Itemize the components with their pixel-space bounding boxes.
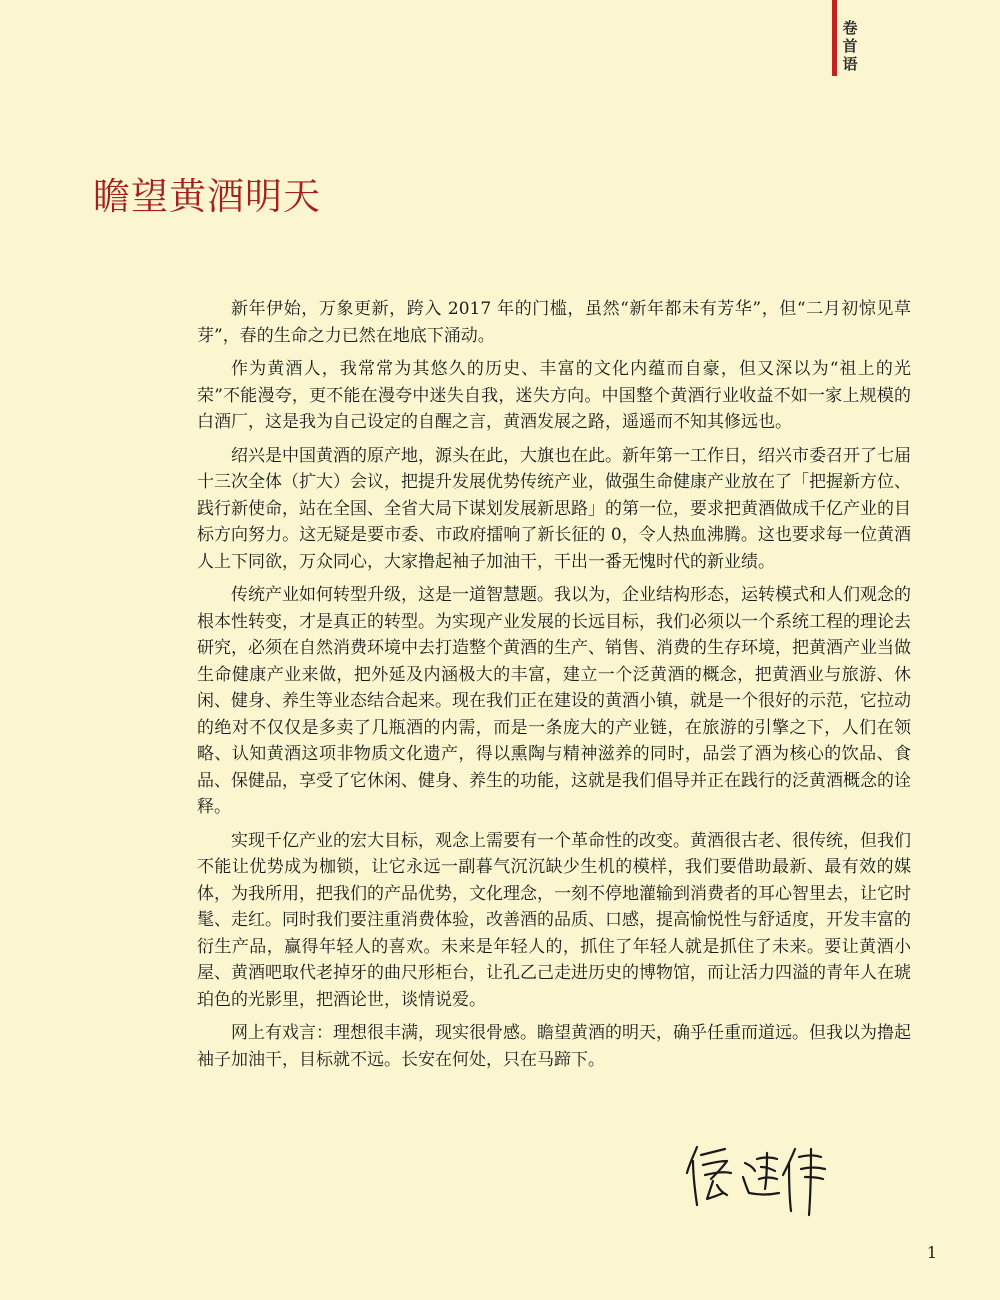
paragraph: 实现千亿产业的宏大目标，观念上需要有一个革命性的改变。黄酒很古老、很传统，但我们不能让优势成为枷锁，让它永远一副暮气沉沉缺少生机的模样，我们要借助最新、最有效的媒体，为我所用，把我们的产品优势，文化理念，一刻不停地灌输到消费者的耳心智里去，让它时髦、走红。同时我们要注重消费体验，改善酒的品质、口感，提高愉悦性与舒适度，开发丰富的衍生产品，赢得年轻人的喜欢。未来是年轻人的，抓住了年轻人就是抓住了未来。要让黄酒小屋、黄酒吧取代老掉牙的曲尺形柜台，让孔乙己走进历史的博物馆，而让活力四溢的青年人在琥珀色的光影里，把酒论世，谈情说爱。 <box>197 830 911 1010</box>
section-tab-char: 卷 <box>842 19 858 37</box>
section-tab-char: 语 <box>842 55 858 73</box>
paragraph: 传统产业如何转型升级，这是一道智慧题。我以为，企业结构形态，运转模式和人们观念的根本性转变，才是真正的转型。为实现产业发展的长远目标，我们必须以一个系统工程的理论去研究，必须在自然消费环境中去打造整个黄酒的生产、销售、消费的生存环境，把黄酒产业当做生命健康产业来做，把外延及内涵极大的丰富，建立一个泛黄酒的概念，把黄酒业与旅游、休闲、健身、养生等业态结合起来。现在我们正在建设的黄酒小镇，就是一个很好的示范，它拉动的绝对不仅仅是多卖了几瓶酒的内需，而是一条庞大的产业链，在旅游的引擎之下，人们在领略、认知黄酒这项非物质文化遗产，得以熏陶与精神滋养的同时，品尝了酒为核心的饮品、食品、保健品，享受了它休闲、健身、养生的功能，这就是我们倡导并正在践行的泛黄酒概念的诠释。 <box>197 585 911 817</box>
paragraph: 网上有戏言：理想很丰满，现实很骨感。瞻望黄酒的明天，确乎任重而道远。但我以为撸起袖子加油干，目标就不远。长安在何处，只在马蹄下。 <box>197 1023 911 1070</box>
article-body <box>197 296 911 1080</box>
page-number: 1 <box>926 1243 938 1262</box>
signature-drawing <box>683 1135 833 1217</box>
paragraph: 作为黄酒人，我常常为其悠久的历史、丰富的文化内蕴而自豪，但又深以为“祖上的光荣”不能漫夸，更不能在漫夸中迷失自我，迷失方向。中国整个黄酒行业收益不如一家上规模的白酒厂，这是我为自己设定的自醒之言，黄酒发展之路，遥遥而不知其修远也。 <box>197 359 911 432</box>
paragraph: 绍兴是中国黄酒的原产地，源头在此，大旗也在此。新年第一工作日，绍兴市委召开了七届十三次全体（扩大）会议，把提升发展优势传统产业，做强生命健康产业放在了「把握新方位、践行新使命，站在全国、全省大局下谋划发展新思路」的第一位，要求把黄酒做成千亿产业的目标方向努力。这无疑是要市委、市政府擂响了新长征的 0，令人热血沸腾。这也要求每一位黄酒人上下同欲，万众同心，大家撸起袖子加油干，干出一番无愧时代的新业绩。 <box>197 445 911 572</box>
handwritten-signature <box>683 1135 833 1217</box>
article-title: 瞻望黄酒明天 <box>93 175 321 218</box>
section-tab-label <box>840 19 860 73</box>
paragraph: 新年伊始，万象更新，跨入 2017 年的门槛，虽然“新年都未有芳华”，但“二月初惊见草芽”，春的生命之力已然在地底下涌动。 <box>197 299 911 346</box>
section-tab-char: 首 <box>842 37 858 55</box>
